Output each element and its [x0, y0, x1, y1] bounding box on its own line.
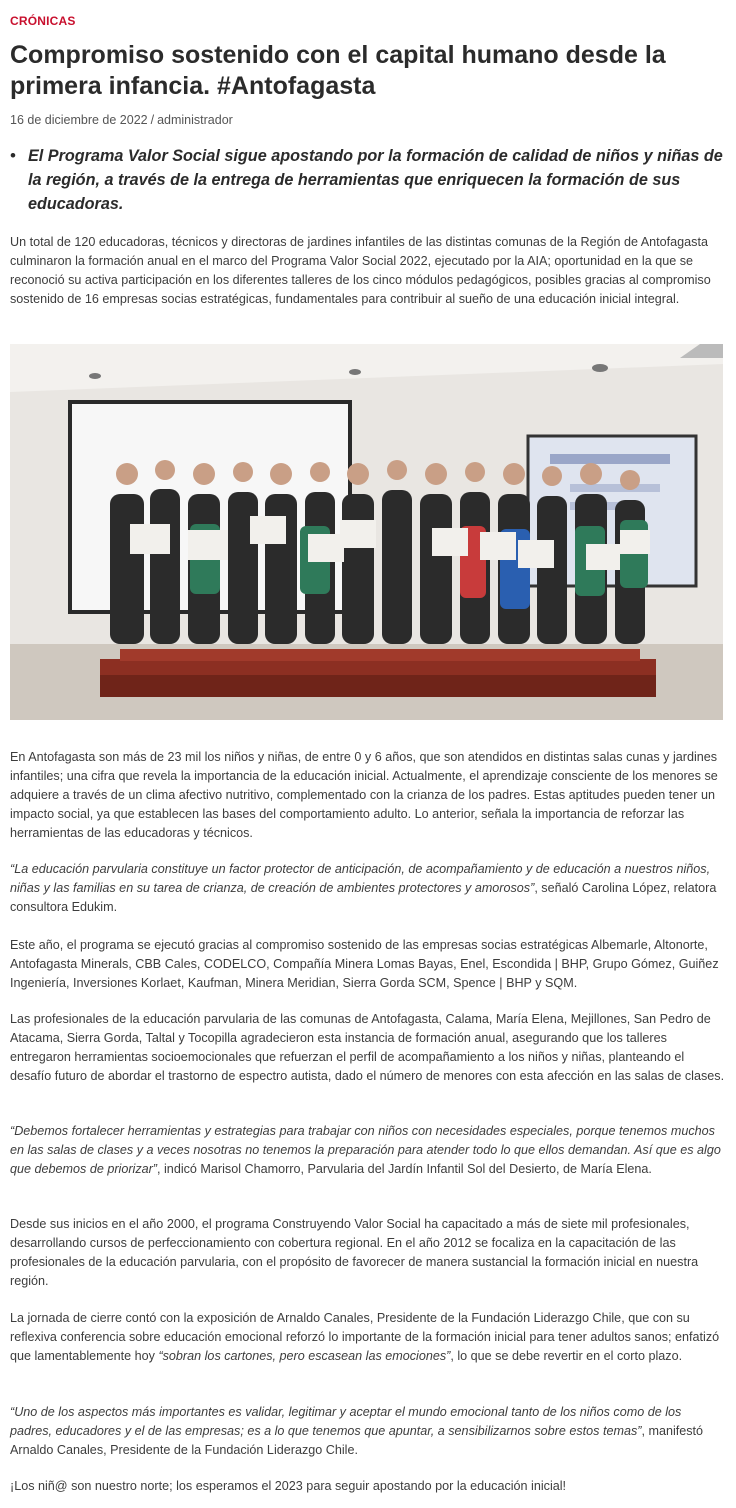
- category-label[interactable]: CRÓNICAS: [10, 14, 76, 28]
- paragraph-8: [10, 1309, 726, 1366]
- publish-date[interactable]: 16 de diciembre de 2022: [10, 113, 148, 127]
- paragraph-8-end: , lo que se debe revertir en el corto plazo.: [450, 1349, 683, 1363]
- lead-summary: [10, 144, 726, 216]
- paragraph-9: [10, 1403, 726, 1460]
- quote-2: “Debemos fortalecer herramientas y estrategias para trabajar con niños con necesidades especiales, porque tenemos muchos en las salas de clases y a veces nosotras no tenemos la preparación para atender todo lo que ellos demandan. Así que es algo que debemos de priorizar”: [10, 1124, 721, 1176]
- article-photo: [10, 344, 723, 720]
- quote-4-attribution: , manifestó Arnaldo Canales, Presidente de la Fundación Liderazgo Chile.: [10, 1424, 704, 1457]
- paragraph-2: En Antofagasta son más de 23 mil los niños y niñas, de entre 0 y 6 años, que son atendidos en distintas salas cunas y jardines infantiles; una cifra que revela la importancia de la educación inicial. Actualmente, el aprendizaje consciente de los menores se adquiere a través de un clima afectivo nutritivo, complementado con la crianza de los padres. Estas aptitudes pueden tener un impacto social, ya que establecen las bases del comportamiento adulto. Lo anterior, señala la importancia de reforzar las herramientas de las educadoras y técnicos.: [10, 750, 718, 840]
- quote-4: “Uno de los aspectos más importantes es validar, legitimar y aceptar el mundo emocional tanto de los niños como de los padres, educadores y el de las empresas; es a lo que tenemos que apuntar, a sensibilizarnos sobre estos temas”: [10, 1405, 682, 1438]
- paragraph-7: Desde sus inicios en el año 2000, el programa Construyendo Valor Social ha capacitado a más de siete mil profesionales, desarrollando cursos de perfeccionamiento con cobertura regional. En el año 2012 se focaliza en la capacitación de las profesionales de la educación parvularia, con el propósito de favorecer de manera sustancial la formación inicial en nuestra región.: [10, 1217, 699, 1288]
- lead-text: El Programa Valor Social sigue apostando por la formación de calidad de niños y niñas de la región, a través de la entrega de herramientas que enriquecen la formación de sus educadoras.: [28, 147, 723, 213]
- article-meta: [10, 113, 233, 127]
- meta-separator: /: [150, 113, 155, 127]
- paragraph-1: Un total de 120 educadoras, técnicos y directoras de jardines infantiles de las distintas comunas de la Región de Antofagasta culminaron la formación anual en el marco del Programa Valor Social 2022, ejecutado por la AIA; oportunidad en la que se reconoció su activa participación en los diferentes talleres de los cinco módulos pedagógicos, posibles gracias al compromiso sostenido de 16 empresas socias estratégicas, fundamentales para contribuir al sueño de una educación inicial integral.: [10, 235, 711, 306]
- bullet-icon: •: [10, 146, 16, 165]
- paragraph-10: ¡Los niñ@ son nuestro norte; los esperamos el 2023 para seguir apostando por la educación inicial!: [10, 1479, 567, 1493]
- paragraph-3: [10, 860, 726, 917]
- paragraph-4: Este año, el programa se ejecutó gracias al compromiso sostenido de las empresas socias estratégicas Albemarle, Altonorte, Antofagasta Minerals, CBB Cales, CODELCO, Compañía Minera Lomas Bayas, Enel, Escondida | BHP, Grupo Gómez, Guiñez Ingeniería, Inversiones Korlaet, Kaufman, Minera Meridian, Sierra Gorda SCM, Spence | BHP y SQM.: [10, 938, 719, 990]
- quote-1: “La educación parvularia constituye un factor protector de anticipación, de acompañamiento y de educación a nuestros niños, niñas y las familias en su tarea de crianza, de creación de ambientes protectores y amorosos”: [10, 862, 711, 895]
- paragraph-5: Las profesionales de la educación parvularia de las comunas de Antofagasta, Calama, María Elena, Mejillones, San Pedro de Atacama, Sierra Gorda, Taltal y Tocopilla agradecieron esta instancia de formación anual, asegurando que los talleres entregaron herramientas socioemocionales que refuerzan el perfil de acompañamiento a los niños y niñas, planteando el desafío futuro de abordar el trastorno de espectro autista, dado el número de menores con esta afección en las salas de clases.: [10, 1012, 725, 1083]
- article-title: Compromiso sostenido con el capital humano desde la primera infancia. #Antofagasta: [10, 41, 666, 100]
- paragraph-6: [10, 1122, 726, 1179]
- paragraph-8-start: La jornada de cierre contó con la exposición de Arnaldo Canales, Presidente de la Fundación Liderazgo Chile, que con su reflexiva conferencia sobre educación emocional reforzó lo importante de la formación inicial para tener adultos sanos; enfatizó que lamentablemente hoy: [10, 1311, 720, 1363]
- group-photo-illustration: [10, 344, 723, 720]
- quote-3: “sobran los cartones, pero escasean las emociones”: [158, 1349, 451, 1363]
- author-link[interactable]: administrador: [157, 113, 233, 127]
- quote-2-attribution: , indicó Marisol Chamorro, Parvularia del Jardín Infantil Sol del Desierto, de María Elena.: [157, 1162, 652, 1176]
- quote-1-attribution: , señaló Carolina López, relatora consultora Edukim.: [10, 881, 717, 914]
